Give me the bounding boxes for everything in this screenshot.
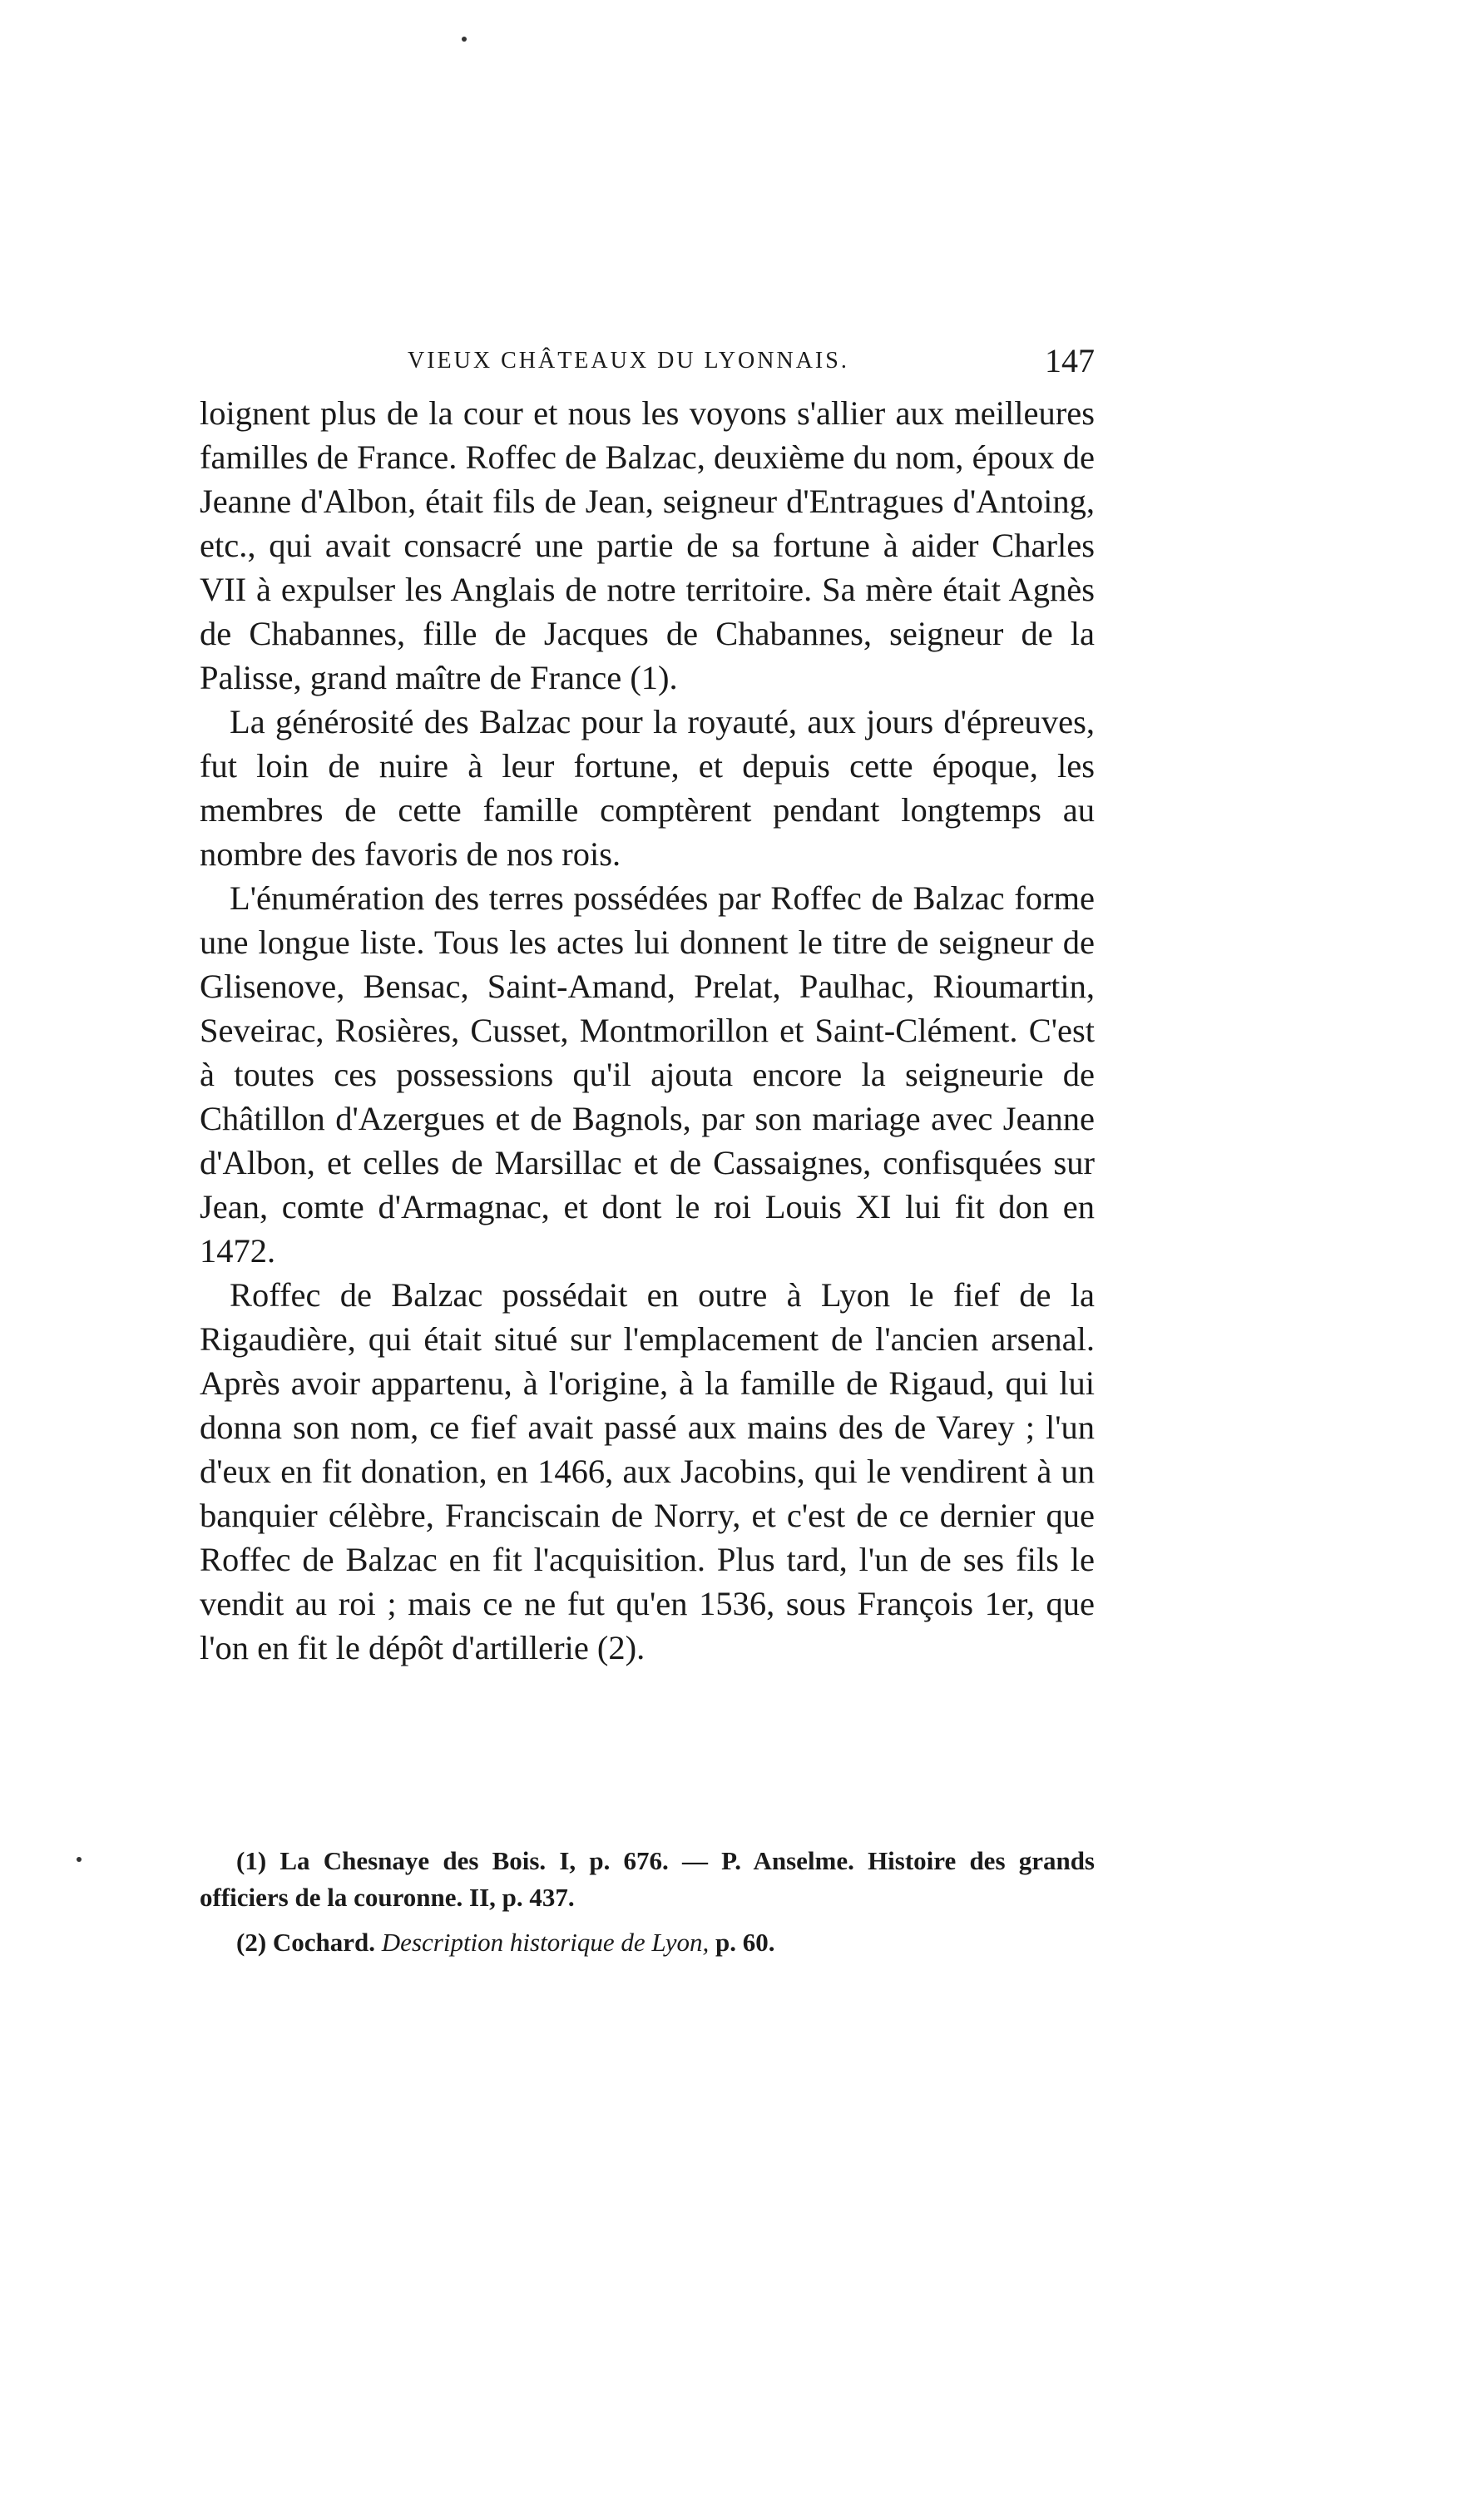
footnote-1: (1) La Chesnaye des Bois. I, p. 676. — P. Anselme. Histoire des grands officiers de la couronne. II, p. 437. (200, 1846, 1095, 1912)
running-title: VIEUX CHÂTEAUX DU LYONNAIS. (408, 348, 849, 374)
footnote-2-title: Description historique de Lyon, (381, 1928, 710, 1957)
paragraph-1: loignent plus de la cour et nous les voyons s'allier aux meilleures familles de France. Roffec de Balzac, deuxième du nom, époux de Jeanne d'Albon, était fils de Jean, seigneur d'Entragues d'Antoing, etc., qui avait consacré une partie de sa fortune à aider Charles VII à expulser les Anglais de notre territoire. Sa mère était Agnès de Chabannes, fille de Jacques de Chabannes, seigneur de la Palisse, grand maître de France (1). (200, 394, 1095, 696)
running-head (200, 341, 1095, 383)
footnote-2-page: p. 60. (715, 1928, 775, 1957)
paragraph-2: La générosité des Balzac pour la royauté, aux jours d'épreuves, fut loin de nuire à leur fortune, et depuis cette époque, les membres de cette famille comptèrent pendant longtemps au nombre des favoris de nos rois. (200, 703, 1095, 873)
paragraph-3: L'énumération des terres possédées par Roffec de Balzac forme une longue liste. Tous les actes lui donnent le titre de seigneur de Glisenove, Bensac, Saint-Amand, Prelat, Paulhac, Rioumartin, Seveirac, Rosières, Cusset, Montmorillon et Saint-Clément. C'est à toutes ces possessions qu'il ajouta encore la seigneurie de Châtillon d'Azergues et de Bagnols, par son mariage avec Jeanne d'Albon, et celles de Marsillac et de Cassaignes, confisquées sur Jean, comte d'Armagnac, et dont le roi Louis XI lui fit don en 1472. (200, 879, 1095, 1270)
ink-speck (462, 37, 467, 42)
footnote-2 (200, 1924, 1095, 1961)
footnotes (200, 1843, 1095, 1969)
body-text (200, 391, 1095, 1670)
paragraph-4: Roffec de Balzac possédait en outre à Lyon le fief de la Rigaudière, qui était situé sur l'emplacement de l'ancien arsenal. Après avoir appartenu, à l'origine, à la famille de Rigaud, qui lui donna son nom, ce fief avait passé aux mains des de Varey ; l'un d'eux en fit donation, en 1466, aux Jacobins, qui le vendirent à un banquier célèbre, Franciscain de Norry, et c'est de ce dernier que Roffec de Balzac en fit l'acquisition. Plus tard, l'un de ses fils le vendit au roi ; mais ce ne fut qu'en 1536, sous François 1er, que l'on en fit le dépôt d'artillerie (2). (200, 1276, 1095, 1666)
page-number: 147 (1045, 342, 1095, 379)
ink-speck (77, 1857, 82, 1862)
footnote-2-author: (2) Cochard. (236, 1928, 376, 1957)
